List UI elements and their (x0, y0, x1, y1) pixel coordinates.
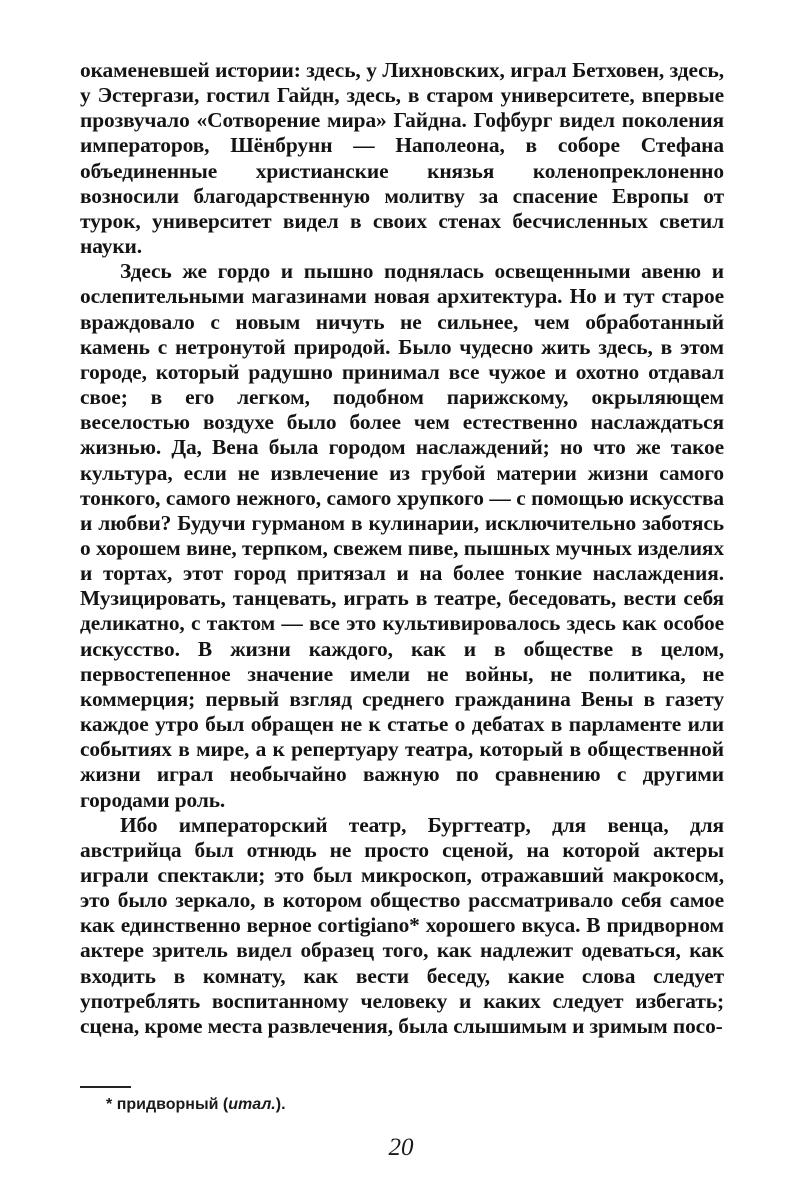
body-text (80, 58, 724, 1039)
footnote-tail: ). (275, 1096, 286, 1113)
page-number: 20 (388, 1134, 414, 1161)
footnote-text: придворный ( (116, 1096, 229, 1113)
footnote-marker: * (106, 1096, 113, 1113)
footnote (106, 1096, 706, 1114)
paragraph-2: Здесь же гордо и пышно поднялась освещенными авеню и ослепительными магазинами новая архитектура. Но и тут старое враждовало с новым ничуть не сильнее, чем обработанный камень с нетронутой природой. Было чудесно жить здесь, в этом городе, который радушно принимал все чужое и охотно отдавал свое; в его легком, подобном парижскому, окрыляющем веселостью воздухе было более чем естественно наслаждаться жизнью. Да, Вена была городом наслаждений; но что же такое культура, если не извлечение из грубой материи жизни самого тонкого, самого нежного, самого хрупкого — с помощью искусства и любви? Будучи гурманом в кулинарии, исключительно заботясь о хорошем вине, терпком, свежем пиве, пышных мучных изделиях и тортах, этот город притязал и на более тонкие наслаждения. Музицировать, танцевать, играть в театре, беседовать, вести себя деликатно, с тактом — все это культивировалось здесь как особое искусство. В жизни каждого, как и в обществе в целом, первостепенное значение имели не войны, не политика, не коммерция; первый взгляд среднего гражданина Вены в газету каждое утро был обращен не к статье о дебатах в парламенте или событиях в мире, а к репертуару театра, который в общественной жизни играл необычайно важную по сравнению с другими городами роль. (80, 259, 724, 812)
footnote-separator (80, 1086, 131, 1088)
paragraph-1: окаменевшей истории: здесь, у Лихновских, играл Бетховен, здесь, у Эстергази, гостил Гайдн, здесь, в старом университете, впервые прозвучало «Сотворение мира» Гайдна. Гофбург видел поколения императоров, Шёнбрунн — Наполеона, в соборе Стефана объединенные христианские князья коленопреклоненно возносили благодарственную молитву за спасение Европы от турок, университет видел в своих стенах бесчисленных светил науки. (80, 58, 724, 259)
footnote-italic: итал. (228, 1096, 276, 1113)
paragraph-3: Ибо императорский театр, Бургтеатр, для венца, для австрийца был отнюдь не просто сценой, на которой актеры играли спектакли; это был микроскоп, отражавший макрокосм, это было зеркало, в котором общество рассматривало себя самое как единственно верное cortigiano* хорошего вкуса. В придворном актере зритель видел образец того, как надлежит одеваться, как входить в комнату, как вести беседу, какие слова следует употреблять воспитанному человеку и каких следует избегать; сцена, кроме места развлечения, была слышимым и зримым посо- (80, 812, 724, 1038)
